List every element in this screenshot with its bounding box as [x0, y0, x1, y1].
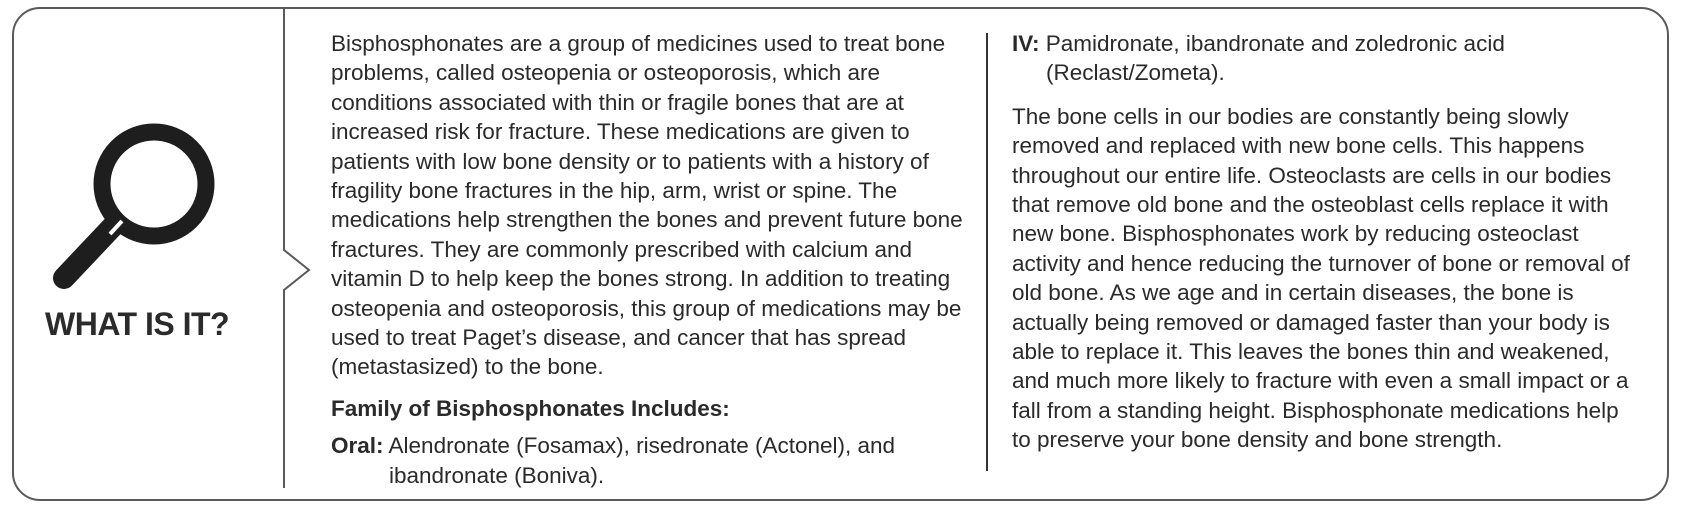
oral-line1: Alendronate (Fosamax), risedronate (Actonel), and	[388, 433, 896, 459]
bone-cells-paragraph: The bone cells in our bodies are constantly being slowly removed and replaced with new bone cells. This happens throughout our entire life. Osteoclasts are cells in our bodies that remove old bone and the osteoblast cells replace it with new bone. Bisphosphonates work by reducing osteoclast activity and hence reducing the turnover of bone or removal of old bone. As we age and in certain diseases, the bone is actually being removed or damaged faster than your body is able to replace it. This leaves the bones thin and weakened, and much more likely to fracture with even a small impact or a fall from a standing height. Bisphosphonate medications help to preserve your bone density and bone strength.	[1012, 103, 1630, 453]
family-heading: Family of Bisphosphonates Includes:	[331, 395, 730, 421]
oral-label: Oral:	[331, 433, 384, 459]
magnifying-glass-icon	[52, 118, 227, 298]
left-column	[331, 29, 981, 490]
intro-paragraph: Bisphosphonates are a group of medicines used to treat bone problems, called osteopenia or osteoporosis, which are conditions associated with thin or fragile bones that are at increased risk for fracture. These medications are given to patients with low bone density or to patients with a history of fragility bone fractures in the hip, arm, wrist or spine. The medications help strengthen the bones and prevent future bone fractures. They are commonly prescribed with calcium and vitamin D to help keep the bones strong. In addition to treating osteopenia and osteoporosis, this group of medications may be used to treat Paget’s disease, and cancer that has spread (metastasized) to the bone.	[331, 31, 963, 380]
iv-item	[1012, 29, 1642, 88]
iv-label: IV:	[1012, 31, 1040, 56]
column-divider	[986, 33, 988, 471]
right-column	[1012, 29, 1642, 455]
iv-line1: Pamidronate, ibandronate and zoledronic acid	[1045, 31, 1505, 56]
section-heading: WHAT IS IT?	[45, 306, 230, 342]
oral-item	[331, 431, 981, 490]
oral-line2: ibandronate (Boniva).	[389, 462, 605, 488]
iv-line2: (Reclast/Zometa).	[1046, 60, 1225, 86]
